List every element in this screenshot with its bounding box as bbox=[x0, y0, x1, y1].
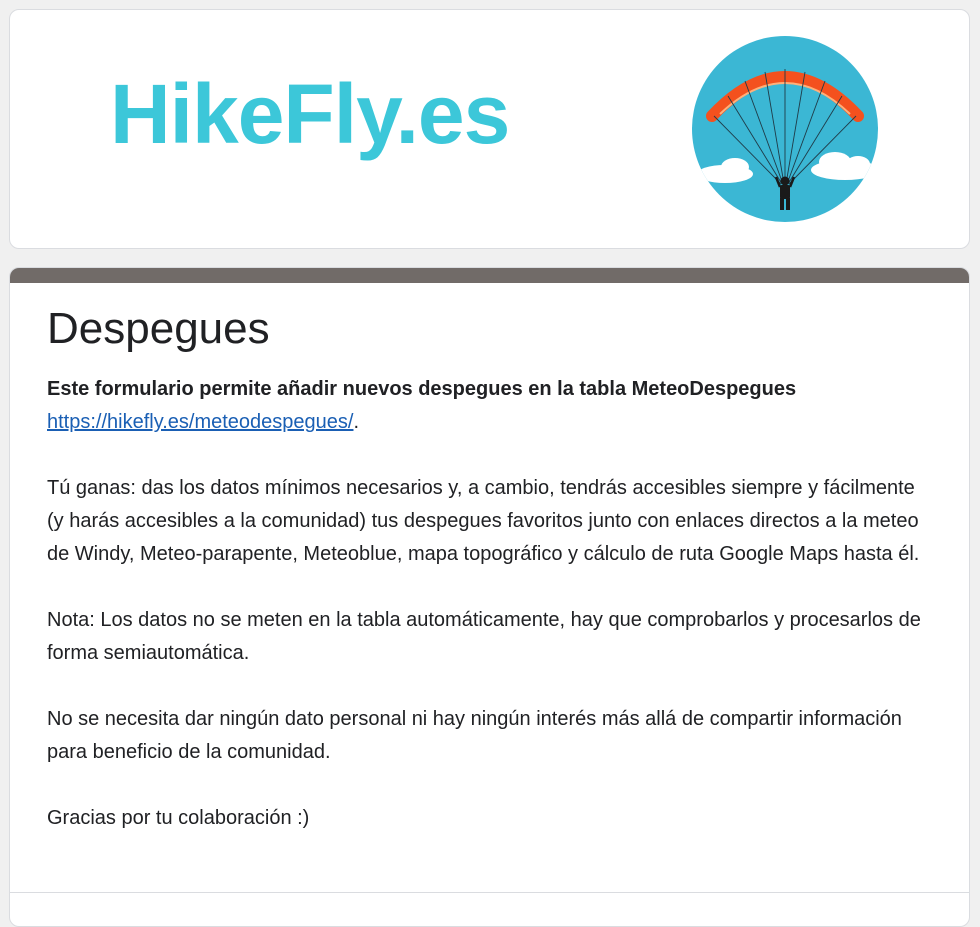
description-paragraph-privacy: No se necesita dar ningún dato personal ni hay ningún interés más allá de compartir información para beneficio de la comunidad. bbox=[47, 708, 902, 764]
intro-paragraph bbox=[47, 373, 932, 439]
brand-logo: HikeFly.es bbox=[110, 67, 510, 161]
meteodespegues-link[interactable]: https://hikefly.es/meteodespegues/ bbox=[47, 411, 354, 434]
theme-accent-bar bbox=[10, 268, 969, 283]
paraglider-icon bbox=[690, 34, 880, 224]
form-description bbox=[47, 373, 932, 835]
description-paragraph-thanks: Gracias por tu colaboración :) bbox=[47, 807, 310, 830]
description-paragraph-note: Nota: Los datos no se meten en la tabla automáticamente, hay que comprobarlos y procesarlos de forma semiautomática. bbox=[47, 609, 921, 665]
description-paragraph-benefits: Tú ganas: das los datos mínimos necesarios y, a cambio, tendrás accesibles siempre y fácilmente (y harás accesibles a la comunidad) tus despegues favoritos junto con enlaces directos a la meteo de Windy, Meteo-parapente, Meteoblue, mapa topográfico y cálculo de ruta Google Maps hasta él. bbox=[47, 477, 920, 566]
intro-trailing: . bbox=[353, 411, 360, 434]
form-title: Despegues bbox=[47, 304, 270, 353]
form-header-card bbox=[9, 267, 970, 927]
header-banner bbox=[9, 9, 970, 249]
intro-bold-text: Este formulario permite añadir nuevos despegues en la tabla MeteoDespegues bbox=[47, 378, 797, 401]
card-divider bbox=[10, 892, 969, 893]
